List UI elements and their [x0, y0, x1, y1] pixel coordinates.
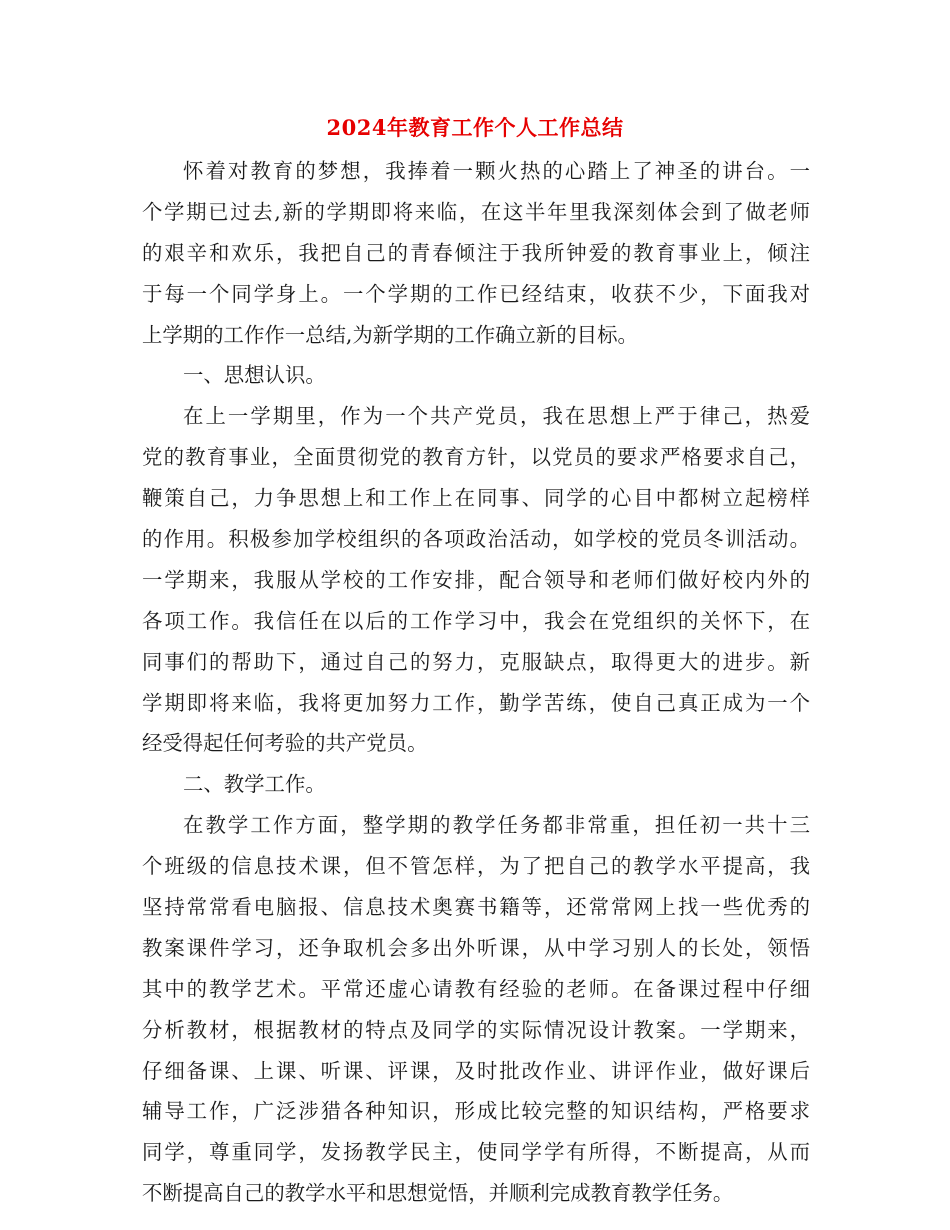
- paragraph-line: 其中的教学艺术。平常还虚心请教有经验的老师。在备课过程中仔细: [142, 976, 810, 1001]
- document-title: 2024年教育工作个人工作总结: [326, 115, 624, 140]
- paragraph-line: 学期即将来临，我将更加努力工作，勤学苦练，使自己真正成为一个: [142, 690, 810, 715]
- paragraph-line: 教案课件学习，还争取机会多出外听课，从中学习别人的长处，领悟: [142, 935, 810, 960]
- paragraph-line: 于每一个同学身上。一个学期的工作已经结束，收获不少，下面我对: [142, 281, 810, 306]
- document-body: [142, 151, 810, 1214]
- paragraph-line: 一学期来，我服从学校的工作安排，配合领导和老师们做好校内外的: [142, 567, 810, 592]
- paragraph-line: 在教学工作方面，整学期的教学任务都非常重，担任初一共十三: [183, 813, 810, 838]
- paragraph-line: 各项工作。我信任在以后的工作学习中，我会在党组织的关怀下，在: [142, 608, 810, 633]
- paragraph-line: 党的教育事业，全面贯彻党的教育方针，以党员的要求严格要求自己，: [142, 445, 810, 470]
- paragraph-line: 辅导工作，广泛涉猎各种知识，形成比较完整的知识结构，严格要求: [142, 1099, 810, 1124]
- paragraph-line: 同事们的帮助下，通过自己的努力，克服缺点，取得更大的进步。新: [142, 649, 810, 674]
- paragraph-line: 经受得起任何考验的共产党员。: [142, 731, 428, 756]
- paragraph-line: 分析教材，根据教材的特点及同学的实际情况设计教案。一学期来，: [142, 1017, 810, 1042]
- paragraph-line: 个学期已过去,新的学期即将来临，在这半年里我深刻体会到了做老师: [142, 199, 810, 224]
- paragraph-line: 个班级的信息技术课，但不管怎样，为了把自己的教学水平提高，我: [142, 854, 810, 879]
- section-heading: 一、思想认识。: [183, 363, 326, 388]
- paragraph-line: 鞭策自己，力争思想上和工作上在同事、同学的心目中都树立起榜样: [142, 486, 810, 511]
- paragraph-line: 怀着对教育的梦想，我捧着一颗火热的心踏上了神圣的讲台。一: [183, 159, 810, 183]
- paragraph-line: 同学，尊重同学，发扬教学民主，使同学学有所得，不断提高，从而: [142, 1140, 810, 1165]
- paragraph-line: 仔细备课、上课、听课、评课，及时批改作业、讲评作业，做好课后: [142, 1058, 810, 1083]
- paragraph-line: 在上一学期里，作为一个共产党员，我在思想上严于律己，热爱: [183, 404, 810, 429]
- paragraph-line: 上学期的工作作一总结,为新学期的工作确立新的目标。: [142, 322, 638, 347]
- section-heading: 二、教学工作。: [183, 772, 326, 797]
- paragraph-line: 的作用。积极参加学校组织的各项政治活动，如学校的党员冬训活动。: [142, 527, 810, 552]
- paragraph-line: 坚持常常看电脑报、信息技术奥赛书籍等，还常常网上找一些优秀的: [142, 895, 810, 920]
- paragraph-line: 不断提高自己的教学水平和思想觉悟，并顺利完成教育教学任务。: [142, 1181, 734, 1206]
- paragraph-line: 的艰辛和欢乐，我把自己的青春倾注于我所钟爱的教育事业上，倾注: [142, 240, 810, 265]
